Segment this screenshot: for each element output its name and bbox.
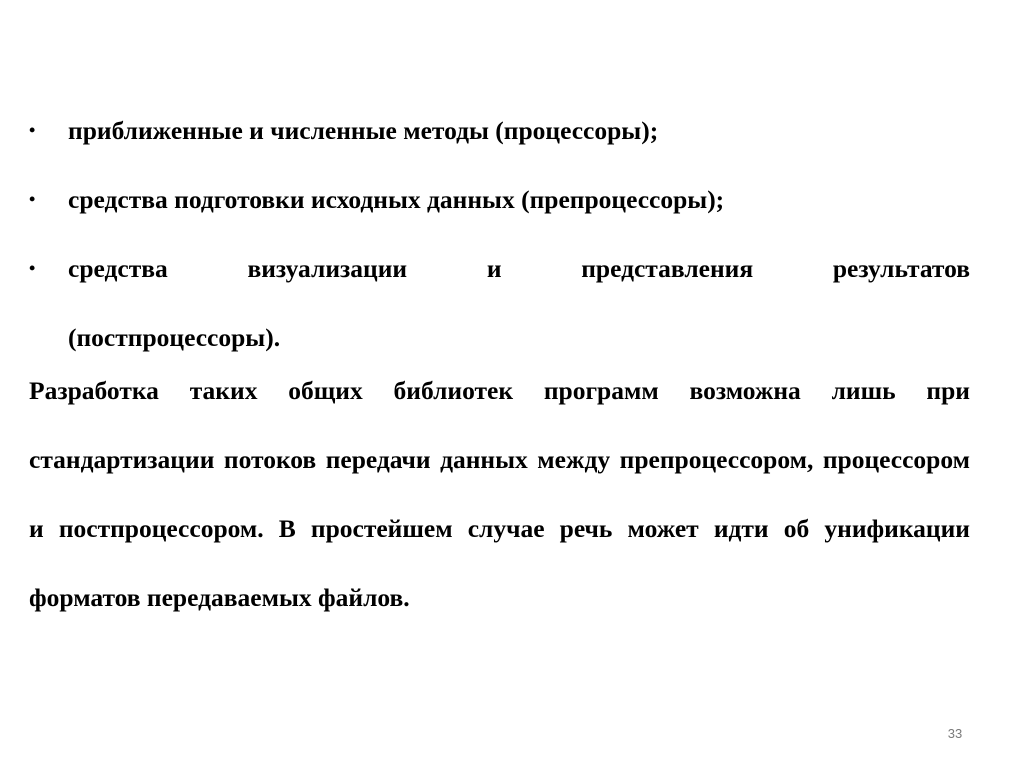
bullet-dot-icon: • xyxy=(29,258,36,278)
bullet-item-preprocessors xyxy=(29,165,970,234)
bullet-item-processors xyxy=(29,96,970,165)
bullet-dot-icon: • xyxy=(29,189,36,209)
bullet-list xyxy=(29,96,970,372)
bullet-item-postprocessors xyxy=(29,234,970,372)
bullet-text-line2: (постпроцессоры). xyxy=(68,323,281,352)
bullet-dot-icon: • xyxy=(29,120,36,140)
bullet-text: приближенные и численные методы (процессоры); xyxy=(68,116,659,145)
body-paragraph: Разработка таких общих библиотек программ возможна лишь при стандартизации потоков передачи данных между препроцессором, процессором и постпроцессором. В простейшем случае речь может идти об унификации форматов передаваемых файлов. xyxy=(29,376,970,612)
bullet-text: средства подготовки исходных данных (препроцессоры); xyxy=(68,185,725,214)
page-number: 33 xyxy=(947,726,963,741)
bullet-text-line1: средства визуализации и представления результатов xyxy=(68,254,970,283)
